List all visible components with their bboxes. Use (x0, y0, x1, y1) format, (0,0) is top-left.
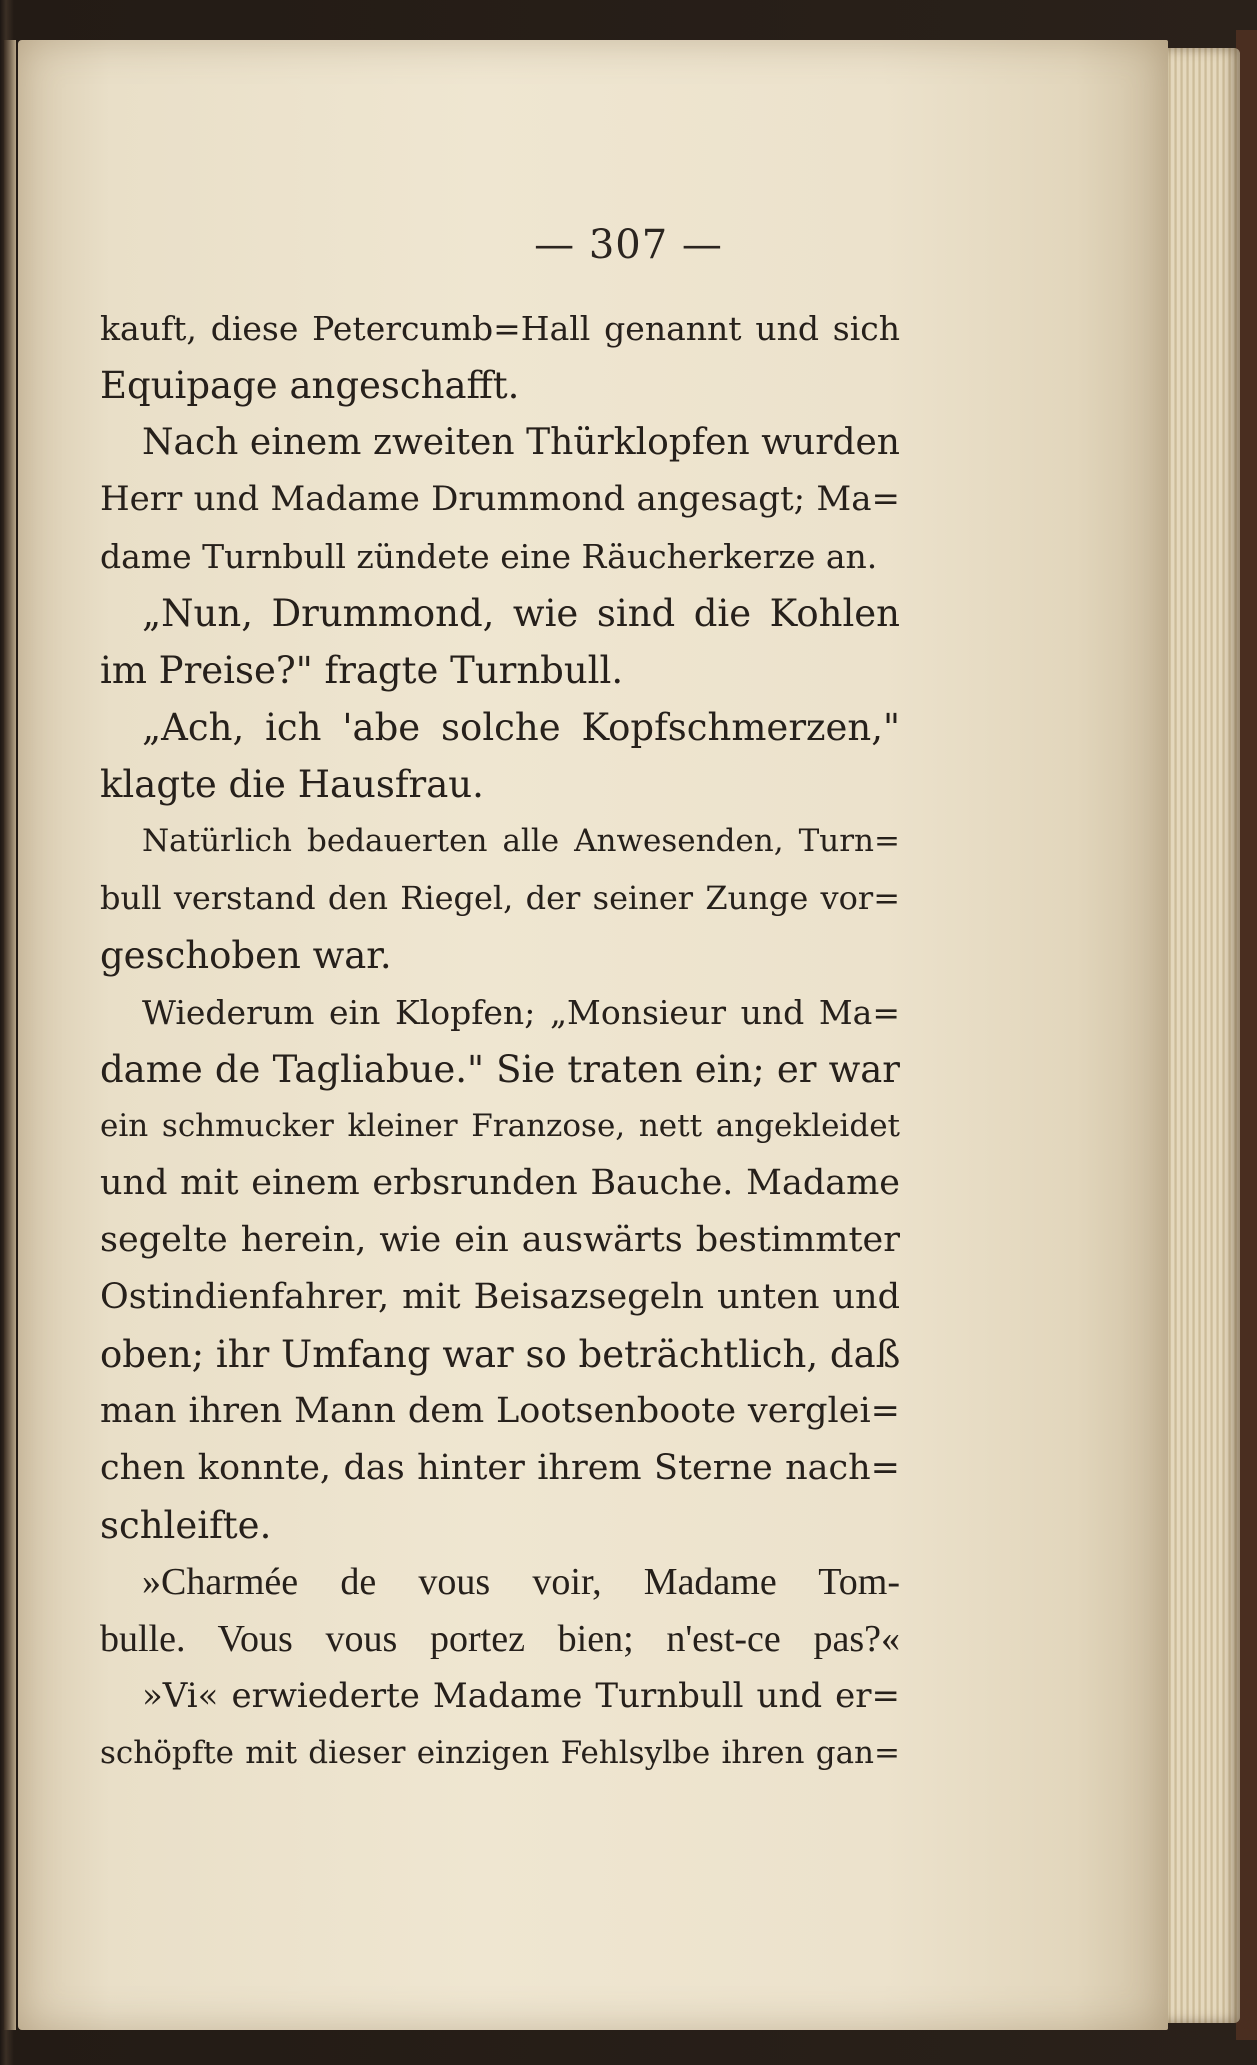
book-gutter (4, 40, 16, 2030)
text-line: schleifte. (100, 1504, 272, 1547)
body-text (100, 300, 900, 1782)
text-line: bulle. Vous vous portez bien; n'est-ce pas?« (100, 1618, 900, 1660)
text-line: dame Turnbull zündete eine Räucherkerze an. (100, 537, 878, 576)
text-line: Herr und Madame Drummond angesagt; Ma= (100, 479, 900, 519)
text-line: im Preise?" fragte Turnbull. (100, 649, 624, 692)
text-line: schöpfte mit dieser einzigen Fehlsylbe ihren gan= (100, 1735, 900, 1771)
page-stack-edges (1165, 48, 1240, 2023)
text-line: oben; ihr Umfang war so beträchtlich, daß (100, 1333, 901, 1376)
text-line: segelte herein, wie ein auswärts bestimmter (100, 1220, 900, 1260)
text-line: »Charmée de vous voir, Madame Tom- (142, 1561, 900, 1603)
text-line: ein schmucker kleiner Franzose, nett angekleidet (100, 1108, 900, 1144)
text-line: „Ach, ich 'abe solche Kopfschmerzen," (142, 706, 900, 749)
text-line: »Vi« erwiederte Madame Turnbull und er= (142, 1676, 900, 1716)
text-line: geschoben war. (100, 934, 392, 977)
text-line: Ostindienfahrer, mit Beisazsegeln unten und (100, 1277, 900, 1317)
text-line: dame de Tagliabue." Sie traten ein; er war (100, 1048, 900, 1091)
page-header: — 307 — (534, 222, 723, 268)
text-line: Wiederum ein Klopfen; „Monsieur und Ma= (142, 993, 900, 1032)
text-line: bull verstand den Riegel, der seiner Zunge vor= (100, 879, 900, 917)
text-line: klagte die Hausfrau. (100, 763, 484, 806)
text-line: „Nun, Drummond, wie sind die Kohlen (142, 592, 900, 635)
text-line: Equipage angeschafft. (100, 364, 520, 407)
text-line: und mit einem erbsrunden Bauche. Madame (100, 1163, 900, 1203)
text-line: kauft, diese Petercumb=Hall genannt und sich (100, 309, 900, 348)
text-line: Natürlich bedauerten alle Anwesenden, Turn= (142, 823, 900, 859)
text-line: man ihren Mann dem Lootsenboote verglei= (100, 1391, 900, 1431)
text-line: Nach einem zweiten Thürklopfen wurden (142, 422, 900, 463)
text-line: chen konnte, das hinter ihrem Sterne nach= (100, 1448, 900, 1488)
